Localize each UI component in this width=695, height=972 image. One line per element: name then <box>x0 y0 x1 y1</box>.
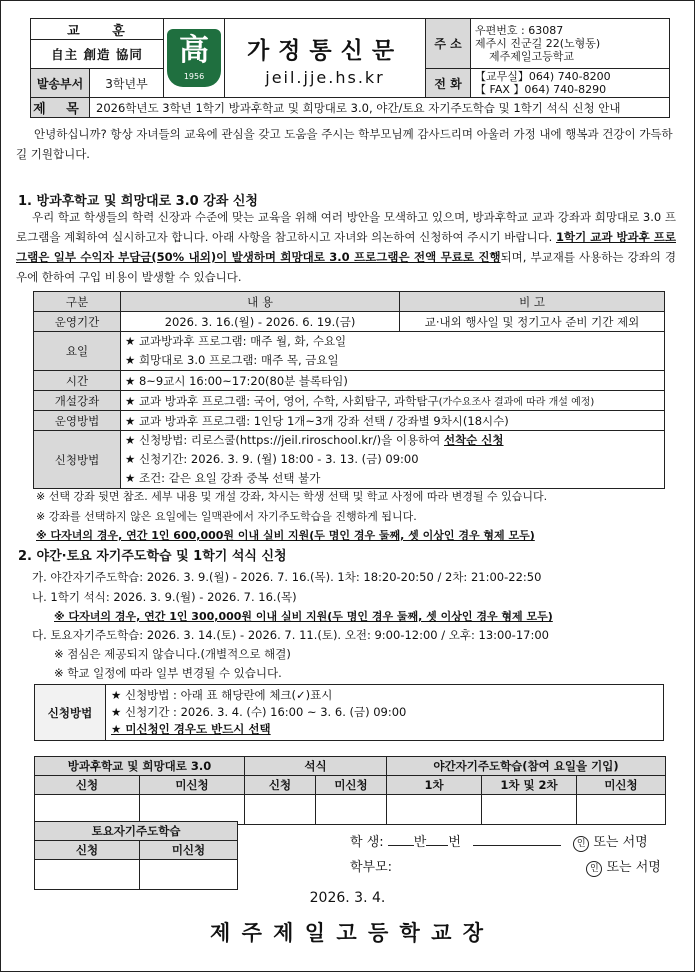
subject-text: 2026학년도 3학년 1학기 방과후학교 및 희망대로 3.0, 야간/토요 자기주도학습 및 1학기 석식 신청 안내 <box>90 98 670 118</box>
apply-method-box: 신청방법 ★ 신청방법 : 아래 표 해당란에 체크(✓)표시 ★ 신청기간 : 2026. 3. 4. (수) 16:00 ~ 3. 6. (금) 09:00 ★ 미신청인 경우도 반드시 선택 <box>34 684 664 741</box>
section2-heading: 2. 야간·토요 자기주도학습 및 1학기 석식 신청 <box>18 549 287 564</box>
saturday-note-2: ※ 학교 일정에 따라 일부 변경될 수 있습니다. <box>54 666 282 680</box>
title-block <box>225 19 426 98</box>
night-study-line: 가. 야간자기주도학습: 2026. 3. 9.(월) - 2026. 7. 16.(목). 1차: 18:20-20:50 / 2차: 21:00-22:50 <box>32 570 542 584</box>
table-header: 구분 <box>34 292 121 312</box>
class-field[interactable] <box>388 845 414 846</box>
checkbox-saturday-apply[interactable] <box>35 860 140 890</box>
saturday-note-1: ※ 점심은 제공되지 않습니다.(개별적으로 해결) <box>54 647 291 661</box>
checkbox-afterschool-not-apply[interactable] <box>140 795 245 825</box>
table-row: 신청방법 ★ 신청방법: 리로스쿨(https://jeil.riroschool.kr/)을 이용하여 선착순 신청 ★ 신청기간: 2026. 3. 9. (월) 18:00 - 3. 13. (금) 09:00 ★ 조건: 같은 요일 강좌 중복 선택 불가 <box>34 431 665 489</box>
phone-label: 전 화 <box>426 69 471 98</box>
document-title: 가정통신문 <box>246 37 404 64</box>
school-emblem-icon: 高 1956 <box>167 29 221 87</box>
afterschool-table <box>33 291 665 489</box>
checkbox-dinner-apply[interactable] <box>245 795 316 825</box>
apply-method-label: 신청방법 <box>35 685 106 741</box>
motto-text: 自主 創造 協同 <box>31 40 164 69</box>
table-row: 운영방법 ★ 교과 방과후 프로그램: 1인당 1개~3개 강좌 선택 / 강좌별 9차시(18시수) <box>34 411 665 431</box>
dinner-line: 나. 1학기 석식: 2026. 3. 9.(월) - 2026. 7. 16.(목) <box>32 590 297 604</box>
student-name-field[interactable] <box>473 845 561 846</box>
cost-notice: 1학기 교과 방과후 프로그램은 일부 수익자 부담금(50% 내외)이 발생하며 희망대로 3.0 프로그램은 전액 무료로 진행 <box>16 230 676 264</box>
section1-heading: 1. 방과후학교 및 희망대로 3.0 강좌 신청 <box>18 194 258 209</box>
table-row: 운영기간 2026. 3. 16.(월) - 2026. 6. 19.(금) 교·내외 행사일 및 정기고사 준비 기간 제외 <box>34 312 665 332</box>
motto-label: 교 훈 <box>31 19 164 40</box>
subject-label: 제 목 <box>31 98 90 118</box>
number-field[interactable] <box>426 845 448 846</box>
table-row: 요일 ★ 교과방과후 프로그램: 매주 월, 화, 수요일 ★ 희망대로 3.0 프로그램: 매주 목, 금요일 <box>34 332 665 371</box>
seal-icon: 인 <box>573 836 589 852</box>
issue-date: 2026. 3. 4. <box>309 890 386 906</box>
dinner-note: ※ 다자녀의 경우, 연간 1인 300,000원 이내 실비 지원(두 명인 경우 둘째, 셋 이상인 경우 형제 모두) <box>54 610 553 623</box>
parent-signature-line: 학부모: 인 또는 서명 <box>350 860 661 875</box>
seal-icon: 인 <box>586 861 602 877</box>
dept-value: 3학년부 <box>90 69 164 98</box>
checkbox-dinner-not-apply[interactable] <box>316 795 387 825</box>
note-1: ※ 선택 강좌 뒷면 참조. 세부 내용 및 개설 강좌, 차시는 학생 선택 및 학교 사정에 따라 변경될 수 있습니다. <box>36 490 548 503</box>
dept-label: 발송부서 <box>31 69 90 98</box>
note-2: ※ 강좌를 선택하지 않은 요일에는 일맥관에서 자기주도학습을 진행하게 됩니다. <box>36 510 417 523</box>
input-night-first[interactable] <box>387 795 482 825</box>
address-block: 우편번호 : 63087 제주시 진군길 22(노형동) 제주제일고등학교 <box>471 19 670 69</box>
greeting-paragraph: 안녕하십니까? 항상 자녀들의 교육에 관심을 갖고 도움을 주시는 학부모님께 감사드리며 아울러 가정 내에 행복과 건강이 가득하길 기원합니다. <box>16 127 673 161</box>
table-row: 시간 ★ 8~9교시 16:00~17:20(80분 블록타임) <box>34 371 665 391</box>
input-night-both[interactable] <box>482 795 577 825</box>
school-logo <box>164 19 225 98</box>
student-signature-line: 학 생: 반 번 인 또는 서명 <box>350 835 648 850</box>
saturday-form: 토요자기주도학습 신청 미신청 <box>34 821 238 890</box>
table-header: 내 용 <box>121 292 400 312</box>
phone-block: 【교무실】064) 740-8200 【 FAX 】064) 740-8290 <box>471 69 670 98</box>
address-label: 주 소 <box>426 19 471 69</box>
table-header: 비 고 <box>400 292 665 312</box>
website-url: jeil.jje.hs.kr <box>265 67 385 87</box>
letterhead <box>30 18 670 118</box>
saturday-line: 다. 토요자기주도학습: 2026. 3. 14.(토) - 2026. 7. 11.(토). 오전: 9:00-12:00 / 오후: 13:00-17:00 <box>32 628 549 642</box>
principal-title: 제 주 제 일 고 등 학 교 장 <box>209 920 486 945</box>
section1-paragraph: 우리 학교 학생들의 학력 신장과 수준에 맞는 교육을 위해 여러 방안을 모색하고 있으며, 방과후학교 교과 강좌과 희망대로 3.0 프로그램을 계획하여 실시하고자 합니다. 아래 사항을 참고하시고 자녀와 의논하여 신청하여 주시기 바랍니다. 1학기 교과 방과후 프로그램은 일부 수익자 부담금(50% 내외)이 발생하며 희망대로 3.0 프로그램은 전액 무료로 진행되며, 부교재를 사용하는 강좌의 경우에 한하여 구입 비용이 발생할 수 있습니다. <box>16 210 676 284</box>
application-form: 방과후학교 및 희망대로 3.0 석식 야간자기주도학습(참여 요일을 기입) 신청 미신청 신청 미신청 1차 1차 및 2차 미신청 <box>34 756 666 825</box>
checkbox-saturday-not-apply[interactable] <box>140 860 238 890</box>
checkbox-night-not-apply[interactable] <box>577 795 666 825</box>
note-3: ※ 다자녀의 경우, 연간 1인 600,000원 이내 실비 지원(두 명인 경우 둘째, 셋 이상인 경우 형제 모두) <box>36 529 535 542</box>
table-row: 개설강좌 ★ 교과 방과후 프로그램: 국어, 영어, 수학, 사회탐구, 과학탐구(가수요조사 결과에 따라 개설 예정) <box>34 391 665 411</box>
checkbox-afterschool-apply[interactable] <box>35 795 140 825</box>
